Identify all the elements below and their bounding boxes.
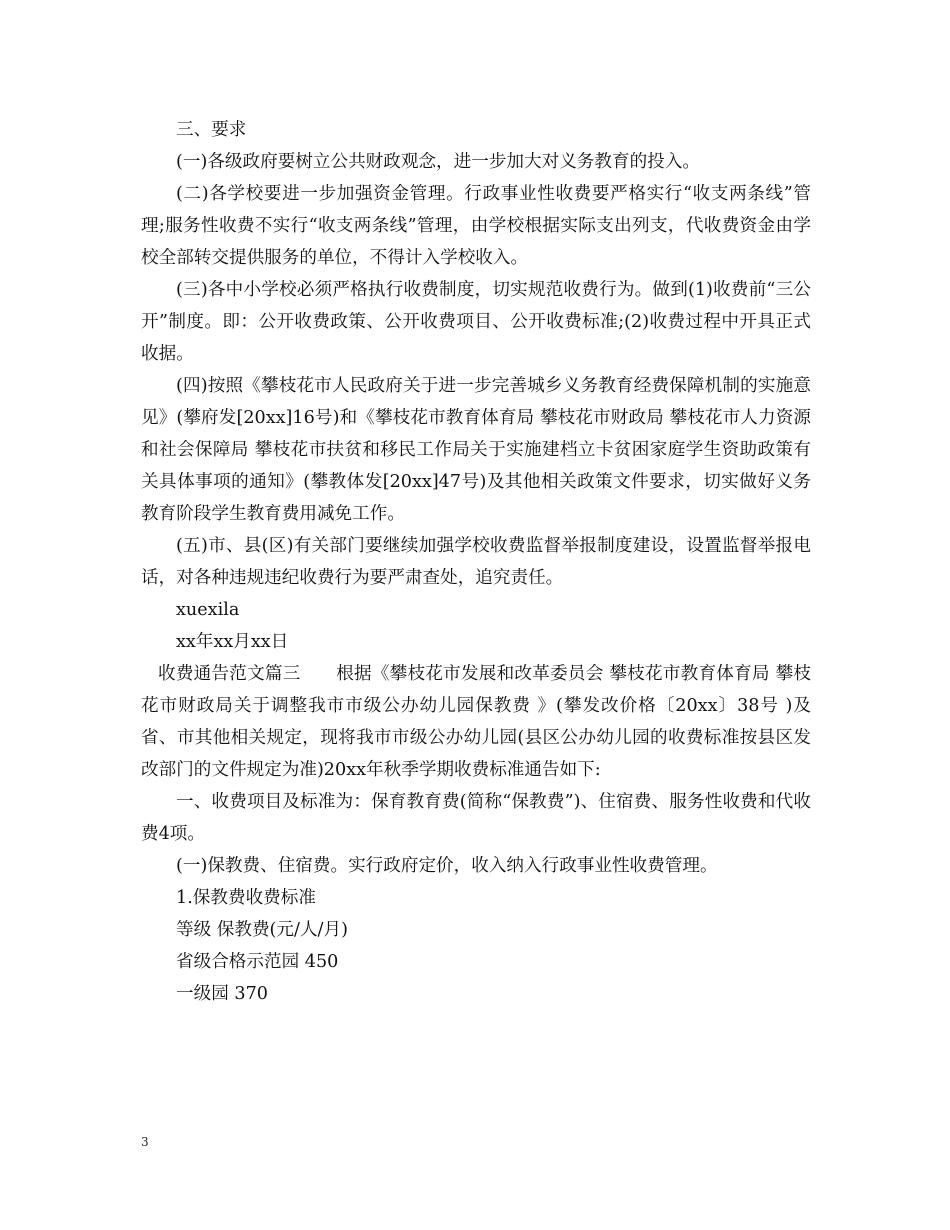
fee-row-provincial: 省级合格示范园 450 bbox=[176, 952, 339, 972]
paragraph-item-5: (五)市、县(区)有关部门要继续加强学校收费监督举报制度建设，设置监督举报电话，对各种违规违纪收费行为要严肃查处，追究责任。 bbox=[141, 536, 811, 588]
fee-table-header: 等级 保教费(元/人/月) bbox=[176, 920, 348, 940]
paragraph-item-3: (三)各中小学校必须严格执行收费制度，切实规范收费行为。做到(1)收费前“三公开”制度。即：公开收费政策、公开收费项目、公开收费标准;(2)收费过程中开具正式收据。 bbox=[141, 280, 811, 364]
section-heading: 三、要求 bbox=[176, 120, 247, 140]
page-number: 3 bbox=[141, 1135, 149, 1149]
fee-items-paragraph: 一、收费项目及标准为：保育教育费(简称“保教费”)、住宿费、服务性收费和代收费4项。 bbox=[141, 792, 811, 844]
paragraph-item-1: (一)各级政府要树立公共财政观念，进一步加大对义务教育的投入。 bbox=[176, 152, 700, 172]
signature-date: xx年xx月xx日 bbox=[176, 632, 289, 652]
fee-standard-heading: 1.保教费收费标准 bbox=[176, 888, 316, 908]
paragraph-item-4: (四)按照《攀枝花市人民政府关于进一步完善城乡义务教育经费保障机制的实施意见》(攀府发[20xx]16号)和《攀枝花市教育体育局 攀枝花市财政局 攀枝花市人力资源和社会保障局 攀枝花市扶贫和移民工作局关于实施建档立卡贫困家庭学生资助政策有关具体事项的通知》(攀教体发[20xx]47号)及其他相关政策文件要求，切实做好义务教育阶段学生教育费用减免工作。 bbox=[141, 376, 811, 524]
fee-row-level-one: 一级园 370 bbox=[176, 984, 268, 1004]
document-body bbox=[141, 114, 811, 1010]
paragraph-item-2: (二)各学校要进一步加强资金管理。行政事业性收费要严格实行“收支两条线”管理;服务性收费不实行“收支两条线”管理，由学校根据实际支出列支，代收费资金由学校全部转交提供服务的单位，不得计入学校收入。 bbox=[141, 184, 811, 268]
fee-pricing-paragraph: (一)保教费、住宿费。实行政府定价，收入纳入行政事业性收费管理。 bbox=[176, 856, 718, 876]
signature-name: xuexila bbox=[176, 600, 240, 620]
article-three-intro: 收费通告范文篇三 根据《攀枝花市发展和改革委员会 攀枝花市教育体育局 攀枝花市财政局关于调整我市市级公办幼儿园保教费 》(攀发改价格〔20xx〕38号 )及省、市其他相关规定，现将我市市级公办幼儿园(县区公办幼儿园的收费标准按县区发改部门的文件规定为准)20xx年秋季学期收费标准通告如下: bbox=[141, 664, 811, 780]
